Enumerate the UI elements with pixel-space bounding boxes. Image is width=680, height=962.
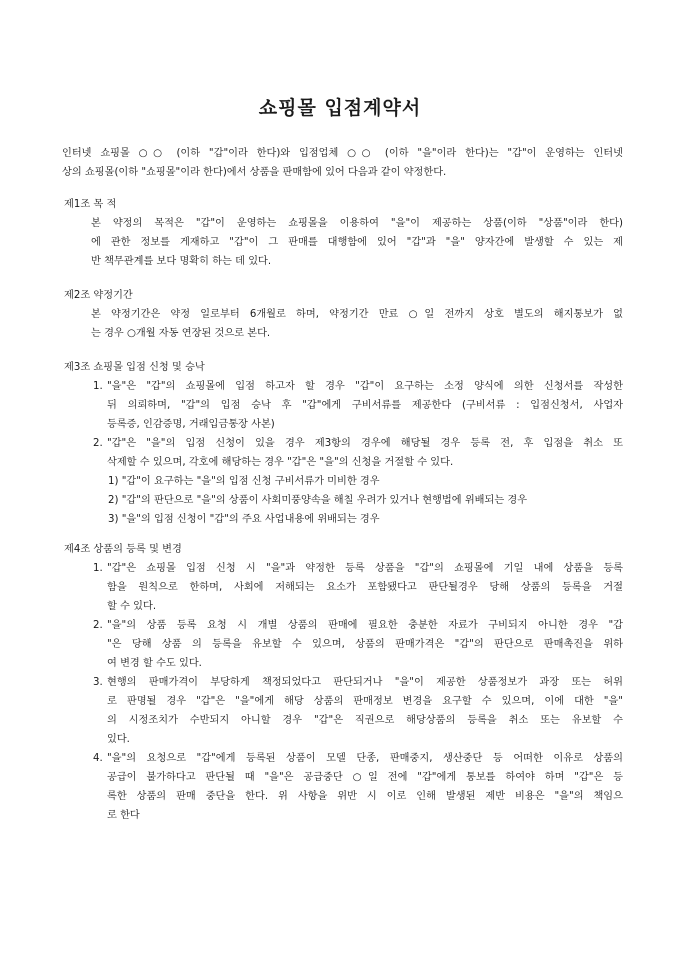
item-line: "을"의 요청으로 "갑"에게 등록된 상품이 모델 단종, 판매중지, 생산중단 등 어떠한 이유로 상품의 <box>107 753 623 764</box>
article-body-line: 에 관한 정보를 게재하고 "갑"이 그 판매를 대행함에 있어 "갑"과 "을" 양자간에 발생할 수 있는 제 <box>91 237 623 248</box>
item-line: 등록증, 인감증명, 거래입금통장 사본) <box>107 419 275 430</box>
sub-item: 3) "을"의 입점 신청이 "갑"의 주요 사업내용에 위배되는 경우 <box>108 514 380 525</box>
article-heading: 제2조 약정기간 <box>64 290 133 301</box>
article-heading: 제3조 쇼핑몰 입점 신청 및 승낙 <box>64 362 205 373</box>
item-line: 현행의 판매가격이 부당하게 책정되었다고 판단되거나 "을"이 제공한 상품정보가 과장 또는 허위 <box>107 677 623 688</box>
item-line: "은 당해 상품 의 등록을 유보할 수 있으며, 상품의 판매가격은 "갑"의 판단으로 판매촉진을 위하 <box>107 639 623 650</box>
item-line: 뒤 의뢰하며, "갑"의 입점 승낙 후 "갑"에게 구비서류를 제공한다 (구비서류 : 입점신청서, 사업자 <box>107 400 623 411</box>
item-line: 로 판명될 경우 "갑"은 "을"에게 해당 상품의 판매정보 변경을 요구할 수 있으며, 이에 대한 "을" <box>107 696 623 707</box>
item-line: 삭제할 수 있으며, 각호에 해당하는 경우 "갑"은 "을"의 신청을 거절할 수 있다. <box>107 457 454 468</box>
item-number: 1. <box>93 563 103 574</box>
item-line: 할 수 있다. <box>107 601 157 612</box>
item-number: 2. <box>93 620 103 631</box>
article-body-line: 본 약정의 목적은 "갑"이 운영하는 쇼핑몰을 이용하여 "을"이 제공하는 상품(이하 "상품"이라 한다) <box>91 218 623 229</box>
document-title: 쇼핑몰 입점계약서 <box>258 97 422 119</box>
item-line: "을"은 "갑"의 쇼핑몰에 입점 하고자 할 경우 "갑"이 요구하는 소정 양식에 의한 신청서를 작성한 <box>107 381 623 392</box>
item-line: 공급이 불가하다고 판단될 때 "을"은 공급중단 ○일 전에 "갑"에게 통보를 하여야 하며 "갑"은 등 <box>107 772 623 783</box>
item-line: 록한 상품의 판매 중단을 한다. 위 사항을 위반 시 이로 인해 발생된 제반 비용은 "을"의 책임으 <box>107 791 623 802</box>
intro-line: 상의 쇼핑몰(이하 "쇼핑몰"이라 한다)에서 상품을 판매함에 있어 다음과 같이 약정한다. <box>62 167 447 178</box>
article-body-line: 본 약정기간은 약정 일로부터 6개월로 하며, 약정기간 만료 ○일 전까지 상호 별도의 해지통보가 없 <box>91 309 623 320</box>
article-body-line: 는 경우 ○개월 자동 연장된 것으로 본다. <box>91 328 271 339</box>
article-heading: 제1조 목 적 <box>64 199 117 210</box>
item-line: 로 한다 <box>107 810 140 821</box>
item-number: 3. <box>93 677 103 688</box>
item-line: "갑"은 "을"의 입점 신청이 있을 경우 제3항의 경우에 해당될 경우 등록 전, 후 입점을 취소 또 <box>107 438 623 449</box>
intro-line: 인터넷 쇼핑몰 ○○ (이하 "갑"이라 한다)와 입점업체 ○○ (이하 "을"이라 한다)는 "갑"이 운영하는 인터넷 <box>62 148 623 159</box>
item-number: 4. <box>93 753 103 764</box>
item-line: "갑"은 쇼핑몰 입점 신청 시 "을"과 약정한 등록 상품을 "갑"의 쇼핑몰에 기일 내에 상품을 등록 <box>107 563 623 574</box>
item-number: 2. <box>93 438 103 449</box>
article-heading: 제4조 상품의 등록 및 변경 <box>64 544 182 555</box>
article-body-line: 반 책무관계를 보다 명확히 하는 데 있다. <box>91 256 272 267</box>
item-line: 함을 원칙으로 한하며, 사회에 저해되는 요소가 포함됐다고 판단될경우 당해 상품의 등록을 거절 <box>107 582 623 593</box>
sub-item: 2) "갑"의 판단으로 "을"의 상품이 사회미풍양속을 해칠 우려가 있거나 현행법에 위배되는 경우 <box>108 495 528 506</box>
item-number: 1. <box>93 381 103 392</box>
item-line: 의 시정조치가 수반되지 아니할 경우 "갑"은 직권으로 해당상품의 등록을 취소 또는 유보할 수 <box>107 715 623 726</box>
item-line: 여 변경 할 수도 있다. <box>107 658 202 669</box>
item-line: "을"의 상품 등록 요청 시 개별 상품의 판매에 필요한 충분한 자료가 구비되지 아니한 경우 "갑 <box>107 620 623 631</box>
item-line: 있다. <box>107 734 130 745</box>
sub-item: 1) "갑"이 요구하는 "을"의 입점 신청 구비서류가 미비한 경우 <box>108 476 380 487</box>
